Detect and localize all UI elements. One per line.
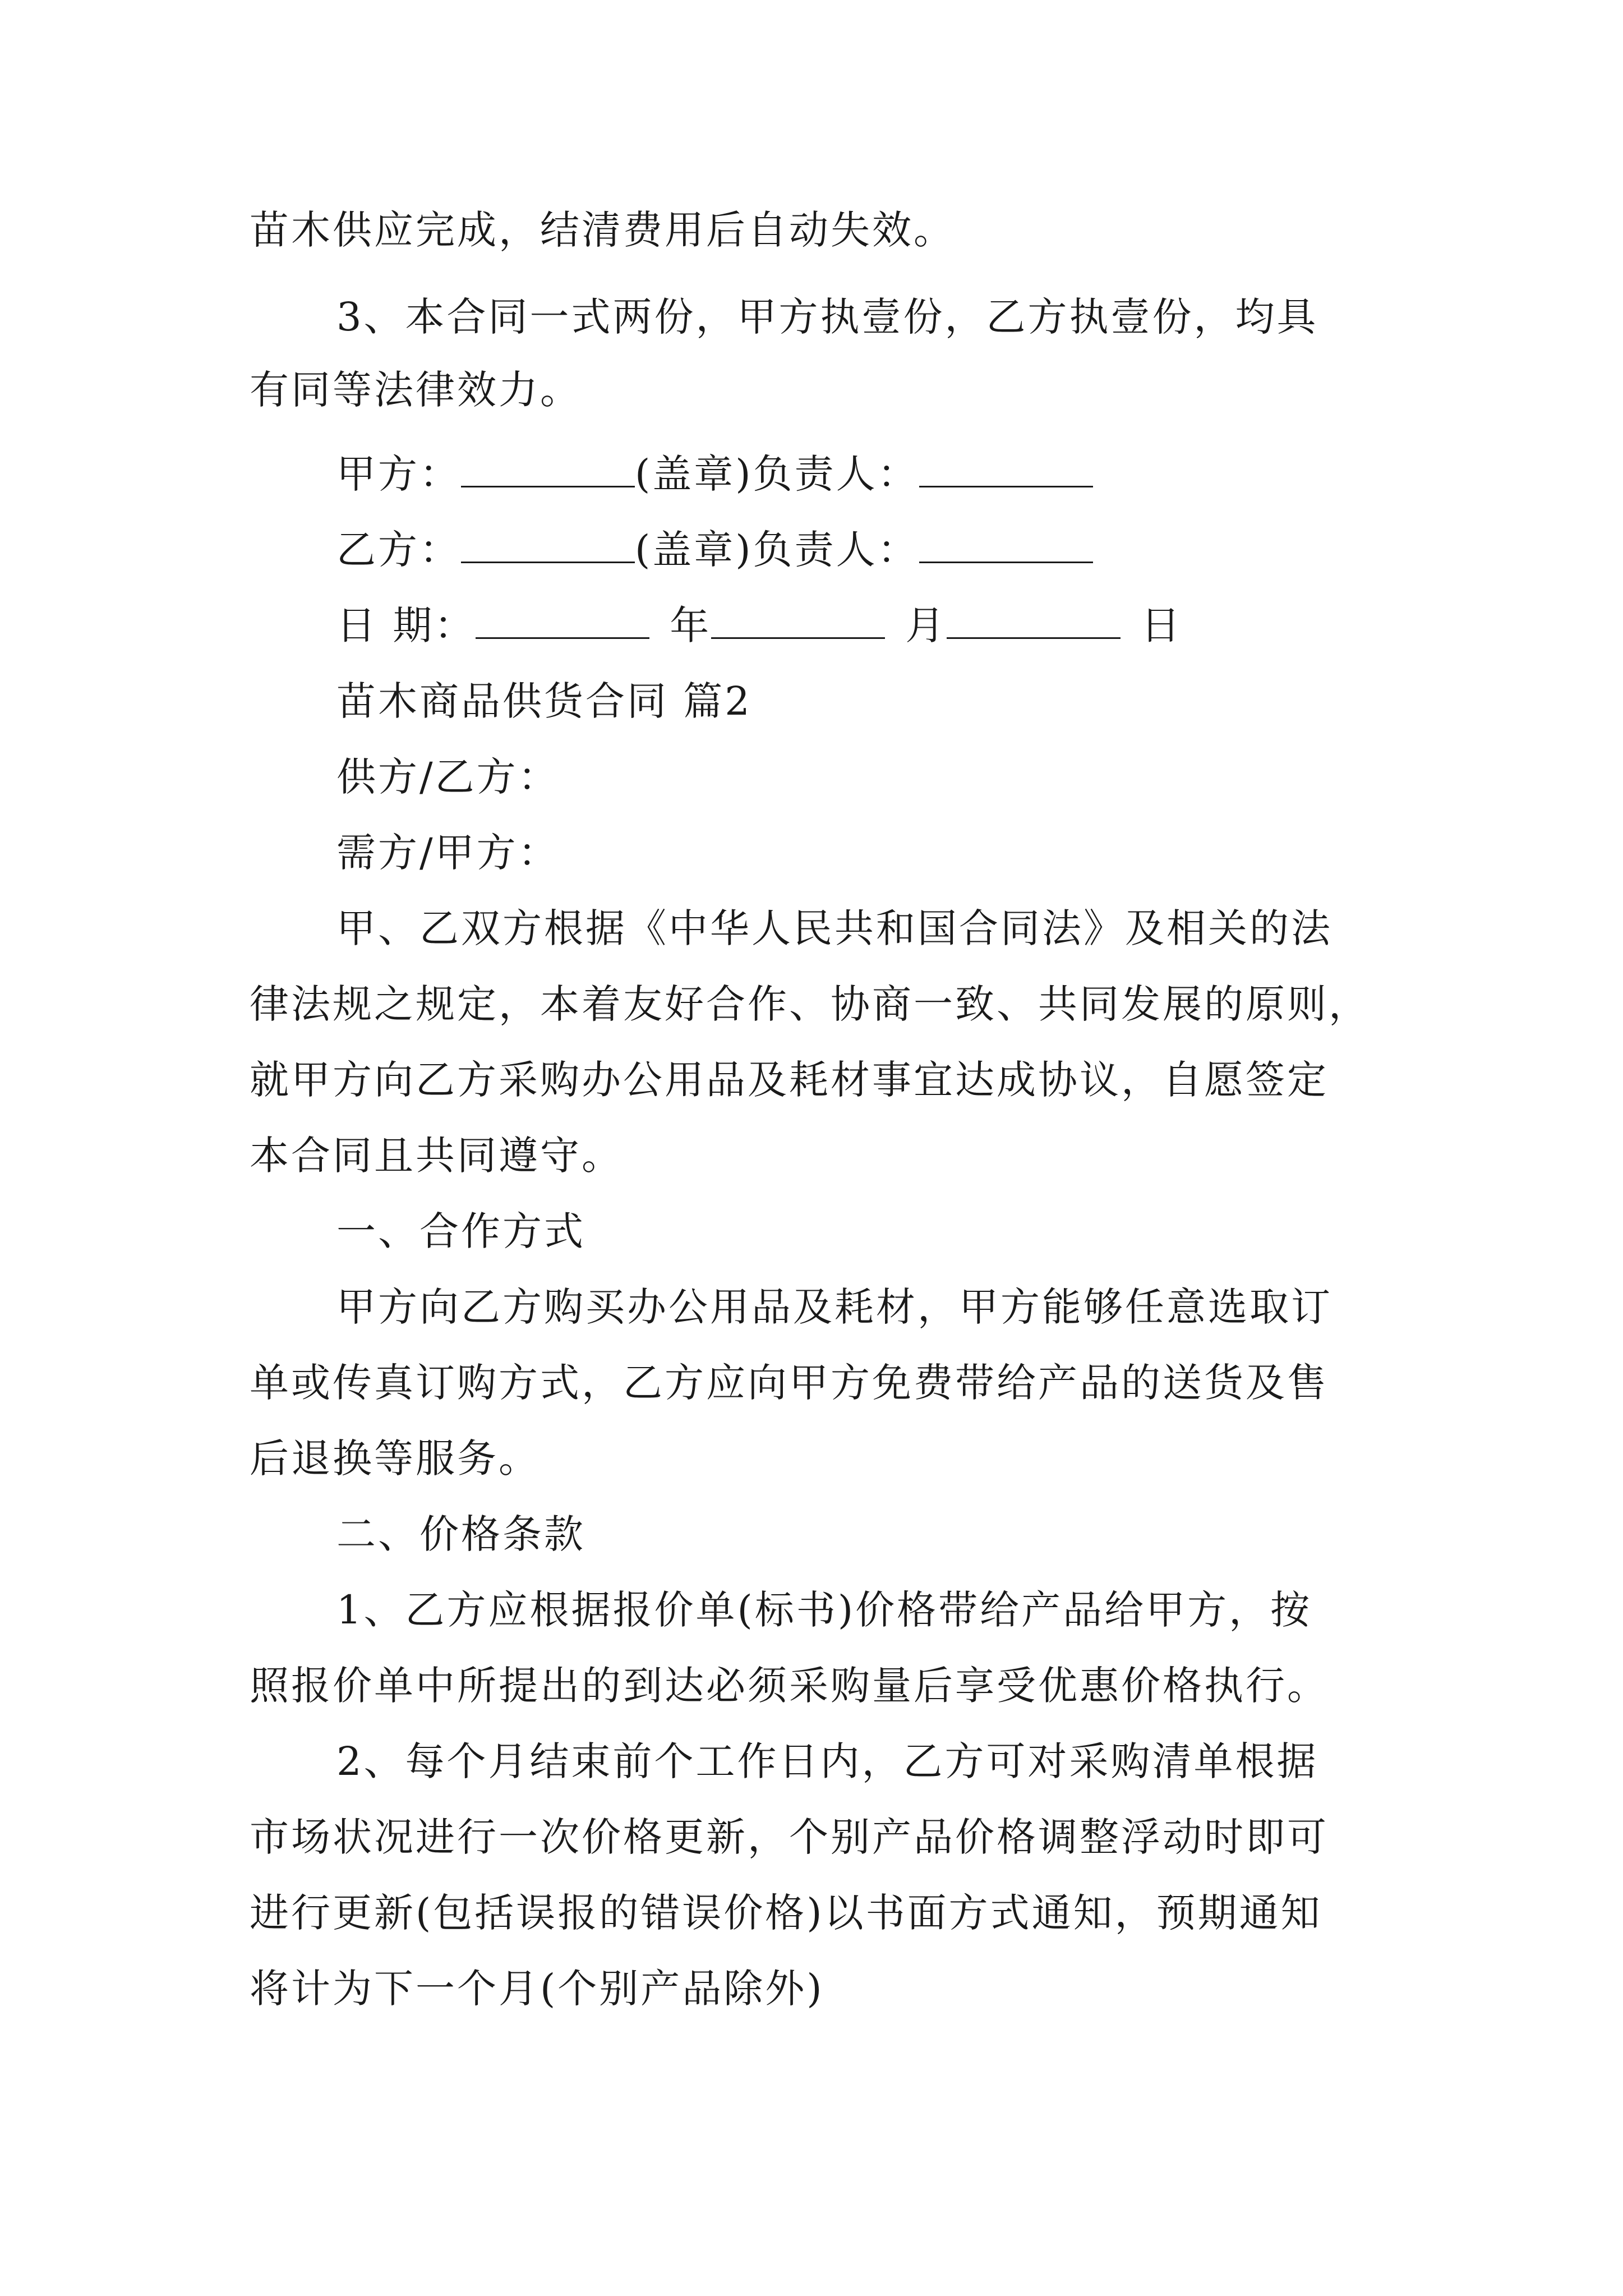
party-a-label: 甲方： (336, 451, 461, 497)
signature-party-b (336, 524, 1093, 575)
year-blank (476, 602, 649, 639)
year-label: 年 (670, 602, 712, 648)
party-b-label: 乙方： (336, 527, 461, 573)
buyer-label: 需方/甲方： (336, 830, 560, 876)
text-line: 单或传真订购方式，乙方应向甲方免费带给产品的送货及售 (250, 1360, 1329, 1406)
text-line: 后退换等服务。 (250, 1435, 540, 1481)
text-line: 1、乙方应根据报价单(标书)价格带给产品给甲方，按 (336, 1587, 1312, 1633)
text-line: 将计为下一个月(个别产品除外) (250, 1966, 824, 2012)
text-line: 照报价单中所提出的到达必须采购量后享受优惠价格执行。 (250, 1663, 1329, 1709)
text-line: 就甲方向乙方采购办公用品及耗材事宜达成协议，自愿签定 (250, 1057, 1329, 1103)
section-heading: 苗木商品供货合同 篇2 (336, 678, 752, 724)
text-line: 甲、乙双方根据《中华人民共和国合同法》及相关的法 (336, 905, 1332, 951)
signature-date (336, 600, 1182, 651)
clause-heading: 一、合作方式 (336, 1208, 585, 1254)
day-blank (947, 602, 1121, 639)
clause-heading: 二、价格条款 (336, 1511, 585, 1557)
signature-party-a (336, 449, 1093, 499)
party-b-seal-label: (盖章)负责人： (635, 527, 919, 573)
text-line: 3、本合同一式两份，甲方执壹份，乙方执壹份，均具 (336, 294, 1318, 340)
month-blank (711, 602, 885, 639)
supplier-label: 供方/乙方： (336, 754, 560, 800)
month-label: 月 (905, 602, 947, 648)
day-label: 日 (1141, 602, 1183, 648)
party-b-person-blank (919, 527, 1093, 563)
text-line: 市场状况进行一次价格更新，个别产品价格调整浮动时即可 (250, 1814, 1329, 1860)
text-line: 律法规之规定，本着友好合作、协商一致、共同发展的原则， (250, 981, 1370, 1027)
party-b-blank (461, 527, 635, 563)
party-a-person-blank (919, 451, 1093, 487)
text-line: 苗木供应完成，结清费用后自动失效。 (250, 207, 955, 253)
text-line: 进行更新(包括误报的错误价格)以书面方式通知，预期通知 (250, 1890, 1322, 1936)
text-line: 本合同且共同遵守。 (250, 1133, 623, 1179)
party-a-blank (461, 451, 635, 487)
party-a-seal-label: (盖章)负责人： (635, 451, 919, 497)
text-line: 有同等法律效力。 (250, 367, 582, 413)
date-label: 日 期： (336, 602, 476, 648)
text-line: 甲方向乙方购买办公用品及耗材，甲方能够任意选取订 (336, 1284, 1332, 1330)
text-line: 2、每个月结束前个工作日内，乙方可对采购清单根据 (336, 1738, 1318, 1784)
